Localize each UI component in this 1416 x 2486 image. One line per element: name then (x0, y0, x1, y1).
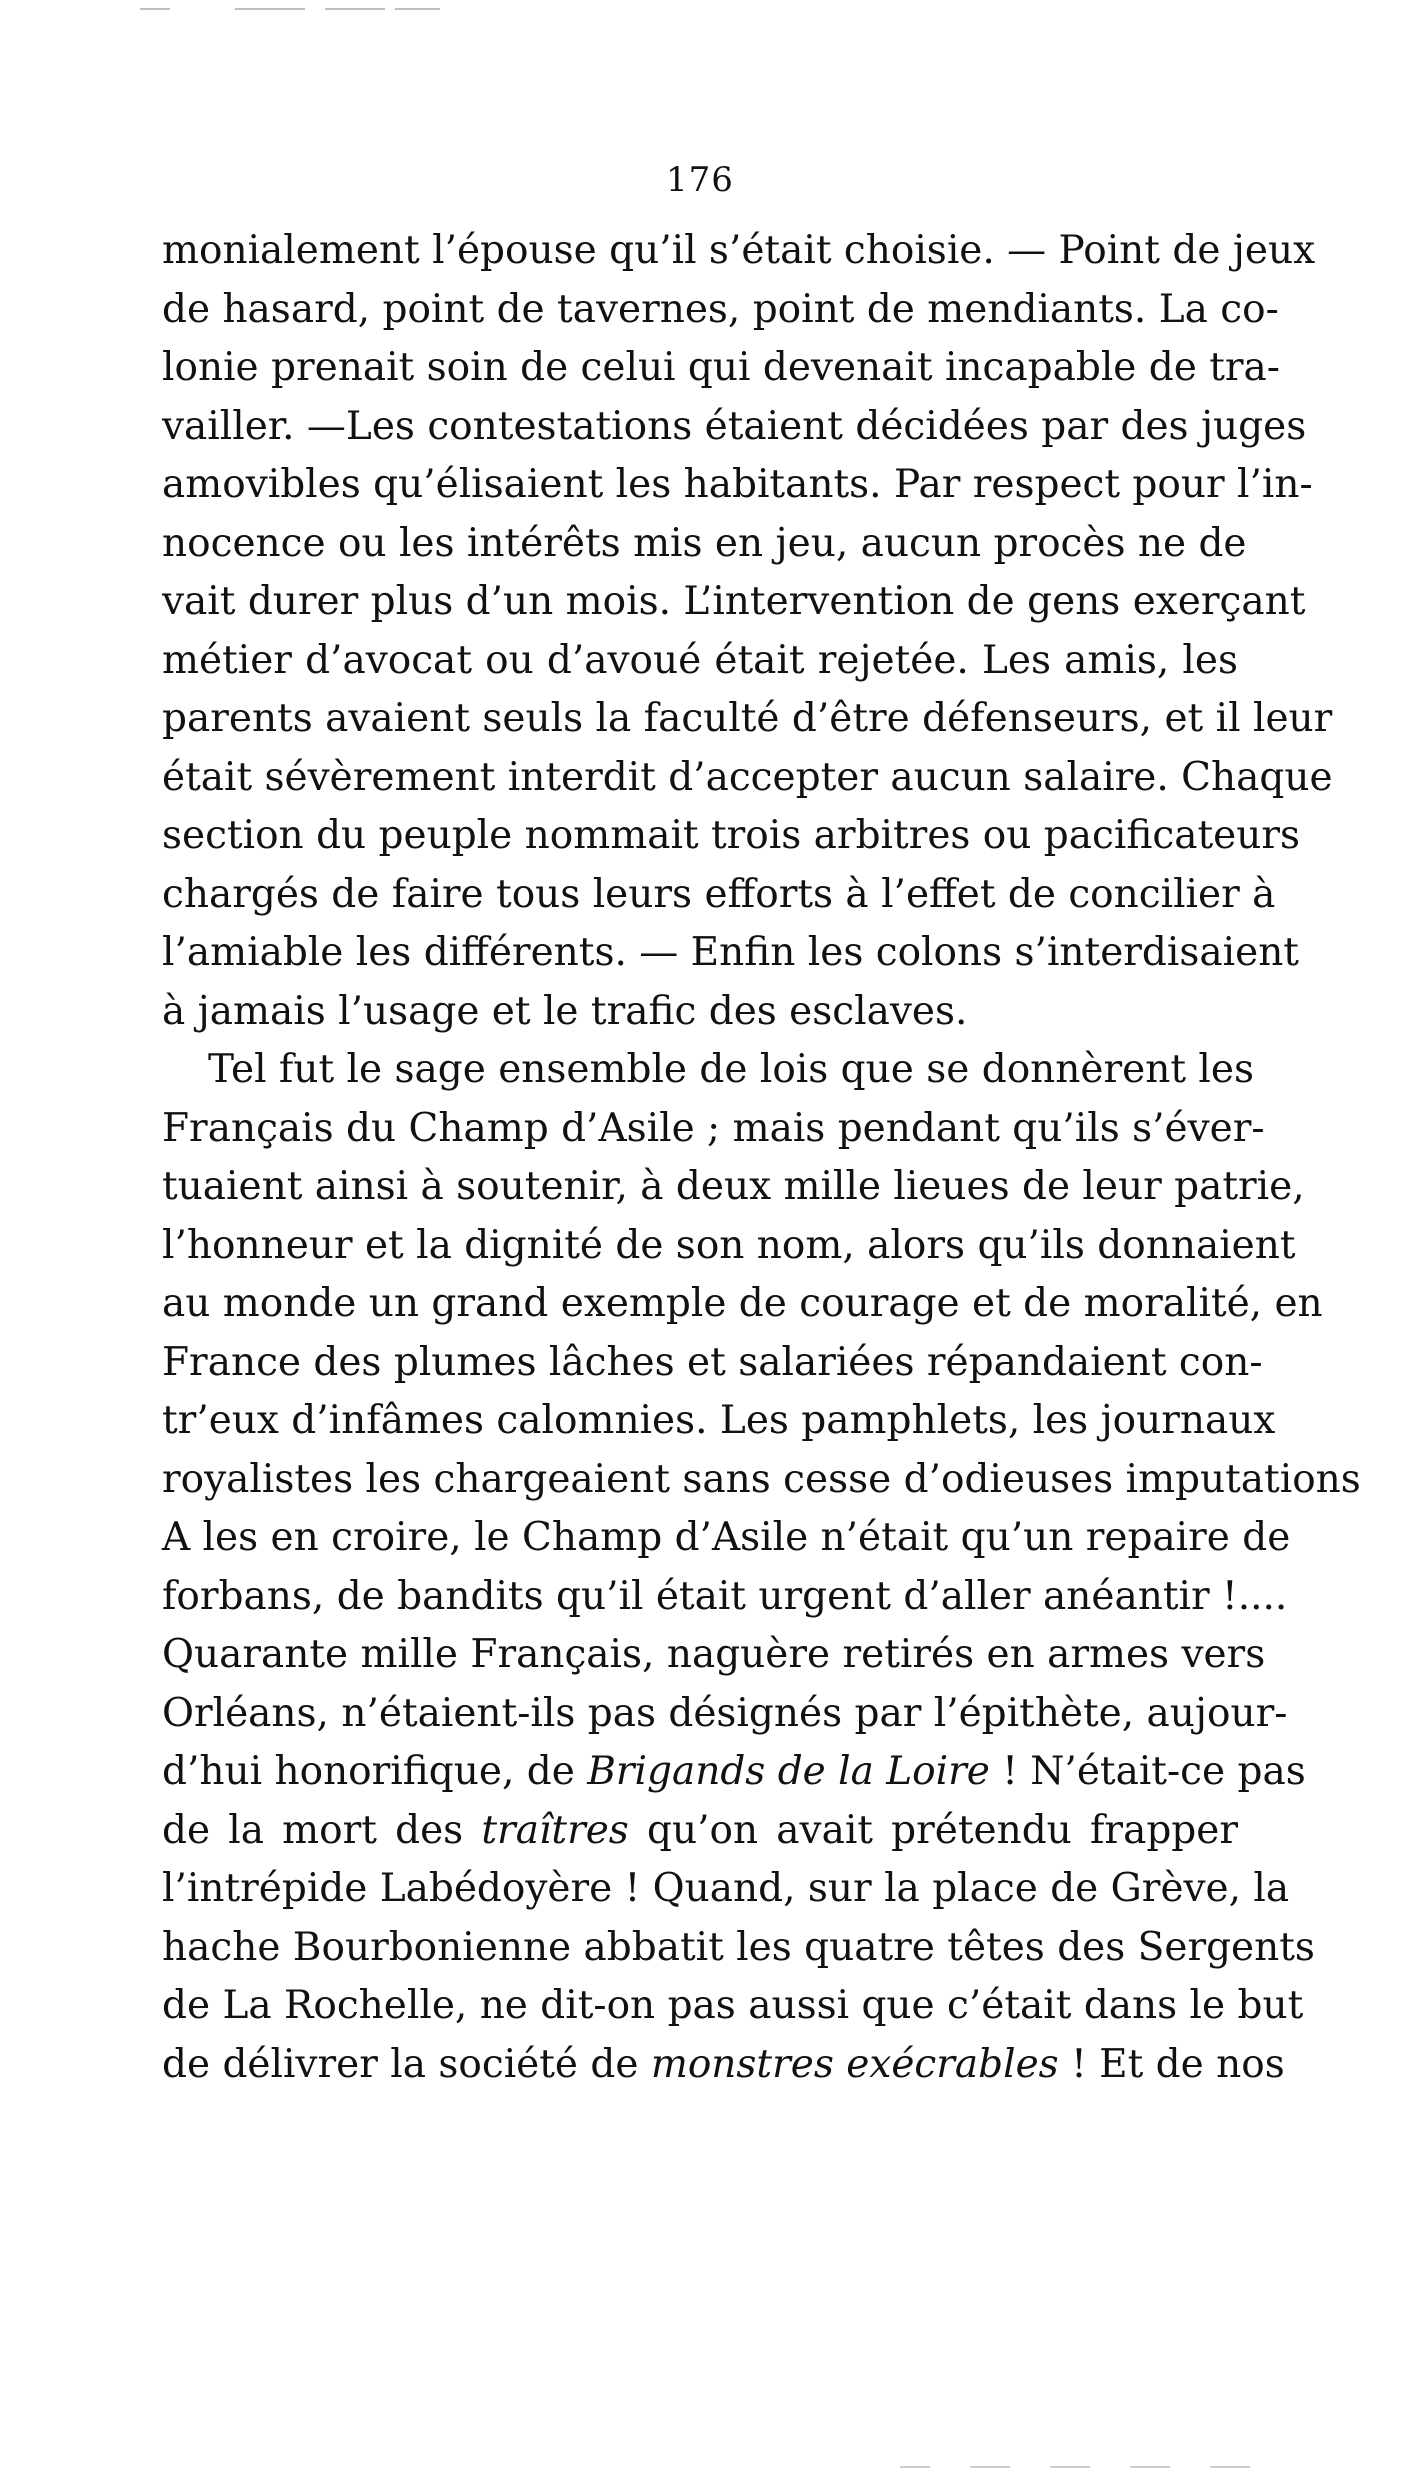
text-line: Quarante mille Français, naguère retirés en armes vers (162, 1632, 1266, 1677)
text-run: d’hui honorifique, de (162, 1749, 588, 1794)
text-run: ! Et de nos (1058, 2041, 1285, 2087)
top-scan-mark (395, 8, 440, 10)
bottom-scan-mark (1210, 2466, 1250, 2468)
text-line: de La Rochelle, ne dit-on pas aussi que c’était dans le but (162, 1983, 1304, 2028)
text-line: monialement l’épouse qu’il s’était choisie. — Point de jeux (162, 228, 1316, 273)
text-line: Français du Champ d’Asile ; mais pendant qu’ils s’éver- (162, 1105, 1265, 1151)
text-run: qu’on avait prétendu frapper (628, 1807, 1238, 1853)
page-number: 176 (666, 160, 734, 200)
top-scan-mark (235, 8, 305, 10)
text-run: ! N’était-ce pas (989, 1749, 1306, 1794)
bottom-scan-mark (1050, 2466, 1090, 2468)
text-line: de hasard, point de tavernes, point de mendiants. La co- (162, 286, 1279, 332)
text-line: forbans, de bandits qu’il était urgent d’aller anéantir !.... (162, 1573, 1288, 1619)
text-line: Tel fut le sage ensemble de lois que se donnèrent les (208, 1047, 1254, 1092)
text-line: France des plumes lâches et salariées répandaient con- (162, 1339, 1263, 1385)
italic-phrase: monstres exécrables (650, 2041, 1059, 2087)
text-line: Orléans, n’étaient-ils pas désignés par l’épithète, aujour- (162, 1690, 1288, 1736)
text-line: métier d’avocat ou d’avoué était rejetée. Les amis, les (162, 637, 1238, 683)
top-scan-mark (140, 8, 170, 10)
text-line: amovibles qu’élisaient les habitants. Par respect pour l’in- (162, 462, 1313, 507)
text-line: à jamais l’usage et le trafic des esclaves. (162, 988, 968, 1034)
body-text (162, 222, 1361, 2094)
text-line: vait durer plus d’un mois. L’intervention de gens exerçant (162, 579, 1306, 624)
text-line: chargés de faire tous leurs efforts à l’effet de concilier à (162, 871, 1276, 917)
text-line: tr’eux d’infâmes calomnies. Les pamphlets, les journaux (162, 1398, 1276, 1443)
text-run: de la mort des (162, 1807, 482, 1853)
text-line: lonie prenait soin de celui qui devenait incapable de tra- (162, 345, 1280, 390)
text-line (162, 2036, 1285, 2095)
italic-phrase: Brigands de la Loire (587, 1749, 990, 1794)
bottom-scan-mark (970, 2466, 1010, 2468)
text-line (162, 1802, 1238, 1861)
top-scan-mark (325, 8, 385, 10)
text-line: royalistes les chargeaient sans cesse d’odieuses imputations (162, 1456, 1361, 1502)
text-line: vailler. —Les contestations étaient décidées par des juges (162, 403, 1307, 449)
text-line: parents avaient seuls la faculté d’être défenseurs, et il leur (162, 696, 1333, 741)
bottom-scan-mark (900, 2466, 930, 2468)
text-line: A les en croire, le Champ d’Asile n’était qu’un repaire de (162, 1515, 1291, 1560)
text-line: nocence ou les intérêts mis en jeu, aucun procès ne de (162, 520, 1247, 566)
bottom-scan-mark (1130, 2466, 1170, 2468)
text-run: de délivrer la société de (162, 2041, 651, 2087)
text-line: l’honneur et la dignité de son nom, alors qu’ils donnaient (162, 1222, 1296, 1268)
text-line: tuaient ainsi à soutenir, à deux mille lieues de leur patrie, (162, 1164, 1305, 1209)
text-line: section du peuple nommait trois arbitres ou pacificateurs (162, 813, 1300, 858)
text-line: l’intrépide Labédoyère ! Quand, sur la place de Grève, la (162, 1866, 1290, 1911)
text-line: était sévèrement interdit d’accepter aucun salaire. Chaque (162, 754, 1333, 800)
text-line: hache Bourbonienne abbatit les quatre têtes des Sergents (162, 1924, 1315, 1970)
text-line: l’amiable les différents. — Enfin les colons s’interdisaient (162, 930, 1299, 975)
text-line (162, 1743, 1306, 1802)
italic-phrase: traîtres (481, 1807, 629, 1853)
text-line: au monde un grand exemple de courage et de moralité, en (162, 1281, 1323, 1326)
